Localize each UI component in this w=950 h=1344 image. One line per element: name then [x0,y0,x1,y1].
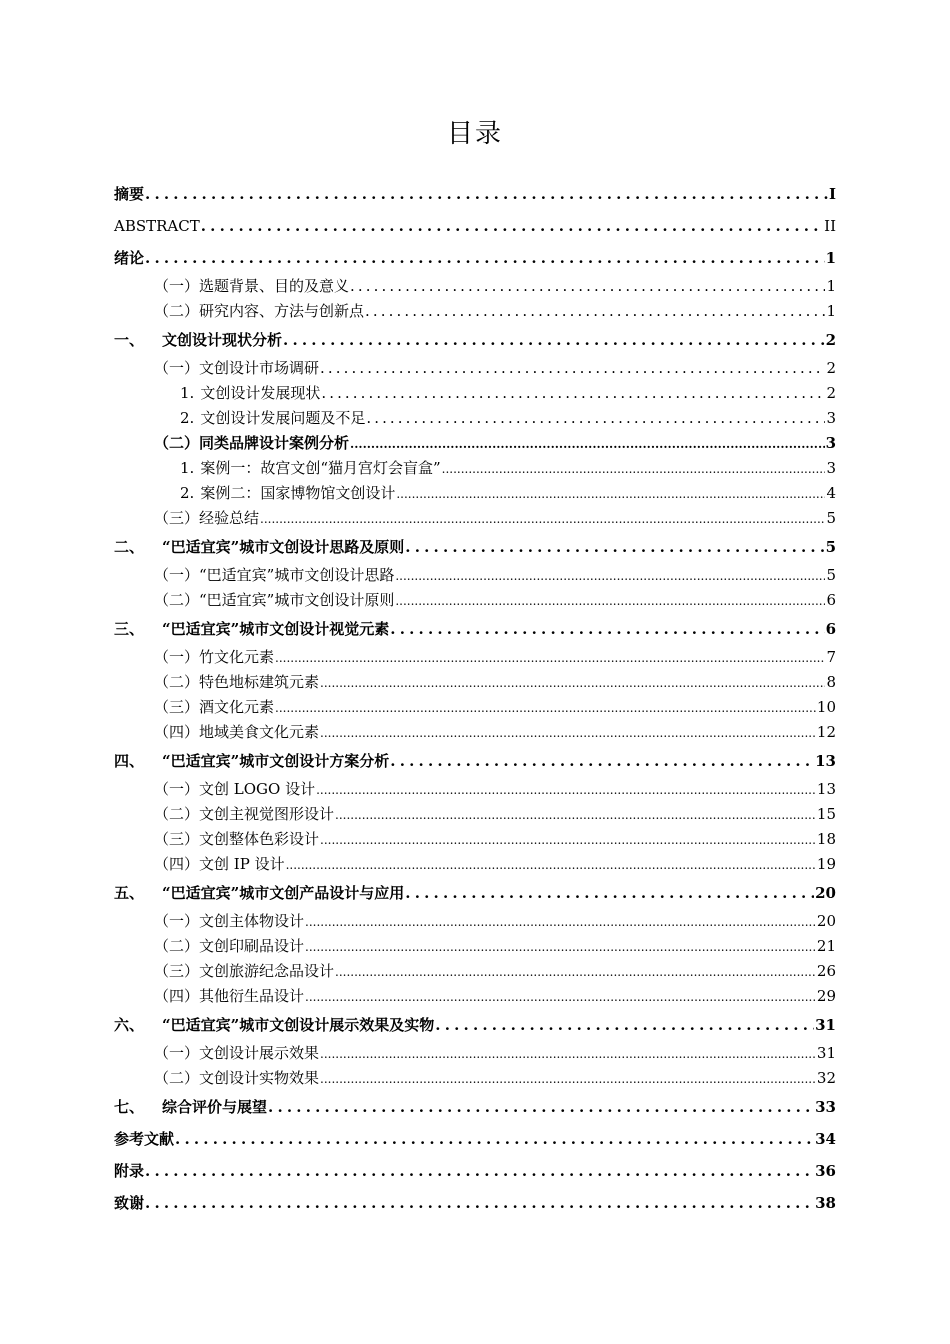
toc-entry-label [154,356,319,381]
toc-entry-text: 其他衍生品设计 [199,987,305,1005]
toc-entry-page: 26 [816,962,836,980]
toc-entry-page: 20 [815,884,836,902]
toc-entry-page: 34 [815,1130,836,1148]
toc-entry-page: 32 [816,1069,836,1087]
toc-entry[interactable] [114,959,836,984]
toc-entry-text: 综合评价与展望 [162,1098,268,1116]
toc-entry-page: 15 [816,805,836,823]
toc-entry-page: I [828,185,836,203]
toc-entry-number: 二、 [114,538,145,556]
dot-leader [145,178,828,210]
toc-entry-text: 文创印刷品设计 [199,937,305,955]
dot-leader [321,381,825,406]
toc-entry-label [154,431,349,456]
toc-entry[interactable] [114,1009,836,1041]
toc-entry-number: （三） [154,830,200,848]
toc-entry-number: 2. [180,484,195,502]
toc-entry-text: “巴适宜宾”城市文创设计原则 [199,591,395,609]
dot-leader [305,985,816,1010]
dot-leader [350,274,825,299]
toc-entry[interactable] [114,1123,836,1155]
toc-entry-number: （二） [154,591,200,609]
toc-entry-label [154,506,259,531]
toc-entry-text: 案例一：故宫文创“猫月宫灯会盲盒” [200,459,441,477]
toc-entry-text: 文创设计发展现状 [200,384,321,402]
dot-leader [145,1187,814,1219]
toc-entry-text: 文创设计发展问题及不足 [200,409,366,427]
toc-entry-text: 文创 IP 设计 [199,855,285,873]
toc-entry-label [154,1066,319,1091]
toc-entry-page: 5 [826,566,836,584]
toc-entry-page: 13 [815,752,836,770]
toc-entry-page: 18 [816,830,836,848]
toc-entry[interactable] [114,274,836,299]
toc-entry[interactable] [114,670,836,695]
toc-entry-label [154,909,304,934]
toc-entry-number: 四、 [114,752,145,770]
toc-entry[interactable] [114,1066,836,1091]
toc-entry-page: 10 [816,698,836,716]
toc-entry-text: 同类品牌设计案例分析 [199,434,350,452]
toc-entry[interactable] [114,645,836,670]
toc-entry-number: （三） [154,509,200,527]
toc-entry-label [154,299,364,324]
toc-entry-label [180,406,365,431]
toc-entry-text: 文创设计市场调研 [199,359,320,377]
toc-entry[interactable] [114,1091,836,1123]
toc-entry-label [154,827,319,852]
toc-entry-number: （四） [154,987,200,1005]
dot-leader [335,960,816,985]
toc-entry-page: 6 [825,620,836,638]
toc-entry-text: 文创主体物设计 [199,912,305,930]
toc-entry-number: （二） [154,673,200,691]
toc-entry[interactable] [114,720,836,745]
toc-entry-number: （二） [154,434,200,452]
toc-entry-text: 地域美食文化元素 [199,723,320,741]
toc-entry-label [154,959,334,984]
toc-entry-page: 2 [825,331,836,349]
toc-entry-label [154,802,334,827]
toc-entry-label [154,720,319,745]
dot-leader [305,935,816,960]
dot-leader [320,1042,816,1067]
toc-entry[interactable] [114,531,836,563]
toc-entry-label [180,456,441,481]
toc-entry-label [154,563,394,588]
toc-entry-page: 38 [815,1194,836,1212]
toc-entry[interactable] [114,745,836,777]
toc-entry[interactable] [114,1155,836,1187]
toc-entry[interactable] [114,210,836,242]
toc-entry-label [180,481,395,506]
toc-entry[interactable] [114,588,836,613]
toc-entry-page: 21 [816,937,836,955]
toc-entry-text: 附录 [114,1162,145,1180]
toc-entry-label [154,777,315,802]
dot-leader [320,1067,816,1092]
dot-leader [405,877,814,909]
toc-entry-label [154,1041,319,1066]
toc-entry-number: 三、 [114,620,145,638]
toc-entry-number: 六、 [114,1016,145,1034]
toc-entry-label [114,1091,267,1123]
toc-entry-label [114,1187,144,1219]
dot-leader [305,910,816,935]
toc-entry-number: （一） [154,912,200,930]
dot-leader [405,531,824,563]
toc-entry-number: （三） [154,962,200,980]
toc-entry-text: 绪论 [114,249,145,267]
toc-entry-page: 6 [826,591,836,609]
toc-entry-page: II [824,217,836,235]
dot-leader [395,564,825,589]
toc-entry-label [114,242,144,274]
toc-entry-number: （二） [154,937,200,955]
dot-leader [175,1123,814,1155]
toc-entry-label [114,210,200,242]
toc-entry[interactable] [114,934,836,959]
toc-entry-page: 5 [825,538,836,556]
toc-entry-text: 文创设计展示效果 [199,1044,320,1062]
toc-entry[interactable] [114,802,836,827]
dot-leader [275,646,825,671]
toc-entry[interactable] [114,381,836,406]
toc-entry-page: 2 [826,359,836,377]
toc-entry-text: “巴适宜宾”城市文创设计方案分析 [162,752,390,770]
toc-entry-page: 19 [816,855,836,873]
dot-leader [390,745,814,777]
toc-entry-page: 8 [826,673,836,691]
toc-entry-number: （一） [154,1044,200,1062]
toc-entry-page: 36 [815,1162,836,1180]
toc-entry-text: 摘要 [114,185,145,203]
toc-entry-label [154,695,274,720]
toc-entry-number: （二） [154,1069,200,1087]
toc-entry-page: 7 [826,648,836,666]
toc-entry-text: 案例二：国家博物馆文创设计 [200,484,396,502]
toc-entry-number: （三） [154,698,200,716]
dot-leader [275,696,816,721]
dot-leader [268,1091,814,1123]
toc-entry-page: 4 [826,484,836,502]
toc-entry-number: （一） [154,566,200,584]
toc-entry[interactable] [114,909,836,934]
dot-leader [316,778,816,803]
toc-entry-page: 31 [815,1016,836,1034]
toc-entry-number: （一） [154,359,200,377]
toc-entry[interactable] [114,1187,836,1219]
toc-entry-label [114,877,404,909]
table-of-contents [114,178,836,1219]
toc-entry[interactable] [114,356,836,381]
toc-entry-text: “巴适宜宾”城市文创设计展示效果及实物 [162,1016,435,1034]
toc-entry[interactable] [114,777,836,802]
dot-leader [145,242,825,274]
toc-entry-number: 2. [180,409,195,427]
toc-entry-label [154,852,285,877]
toc-entry[interactable] [114,984,836,1009]
toc-entry-number: （四） [154,723,200,741]
dot-leader [260,507,825,532]
toc-entry-text: “巴适宜宾”城市文创设计思路及原则 [162,538,405,556]
toc-entry-label [180,381,320,406]
toc-entry-text: 选题背景、目的及意义 [199,277,350,295]
toc-entry-text: 酒文化元素 [199,698,275,716]
dot-leader [396,482,825,507]
toc-entry[interactable] [114,178,836,210]
toc-entry[interactable] [114,242,836,274]
toc-entry-number: 七、 [114,1098,145,1116]
toc-entry[interactable] [114,324,836,356]
dot-leader [320,671,825,696]
toc-entry-number: 五、 [114,884,145,902]
dot-leader [366,406,825,431]
toc-entry-page: 3 [826,409,836,427]
toc-entry[interactable] [114,563,836,588]
toc-entry-page: 1 [826,302,836,320]
toc-entry-label [114,1009,434,1041]
toc-entry-label [114,531,404,563]
toc-entry-page: 12 [816,723,836,741]
toc-entry-text: 经验总结 [199,509,260,527]
dot-leader [145,1155,814,1187]
toc-entry-text: 文创设计现状分析 [162,331,283,349]
dot-leader [365,299,825,324]
toc-entry-text: 研究内容、方法与创新点 [199,302,365,320]
toc-entry-number: （一） [154,648,200,666]
toc-entry[interactable] [114,481,836,506]
toc-entry-text: 参考文献 [114,1130,175,1148]
toc-entry-page: 3 [826,459,836,477]
toc-entry[interactable] [114,506,836,531]
toc-entry-page: 13 [816,780,836,798]
toc-entry-label [154,645,274,670]
toc-entry-page: 33 [815,1098,836,1116]
toc-entry-label [114,324,282,356]
toc-entry[interactable] [114,852,836,877]
toc-entry-text: 文创设计实物效果 [199,1069,320,1087]
toc-entry-text: ABSTRACT [114,217,200,235]
toc-entry-page: 29 [816,987,836,1005]
toc-entry-text: 致谢 [114,1194,145,1212]
toc-entry-number: （二） [154,805,200,823]
toc-entry-page: 20 [816,912,836,930]
toc-entry[interactable] [114,695,836,720]
toc-entry[interactable] [114,827,836,852]
dot-leader [442,457,826,482]
toc-entry-text: 文创 LOGO 设计 [199,780,316,798]
toc-entry[interactable] [114,299,836,324]
toc-entry-page: 1 [825,249,836,267]
dot-leader [390,613,824,645]
toc-entry-label [154,670,319,695]
toc-entry-text: “巴适宜宾”城市文创设计思路 [199,566,395,584]
toc-entry-page: 3 [825,434,836,452]
toc-entry-text: 文创旅游纪念品设计 [199,962,335,980]
toc-entry-text: 竹文化元素 [199,648,275,666]
toc-entry-label [154,934,304,959]
toc-entry-page: 5 [826,509,836,527]
toc-entry[interactable] [114,613,836,645]
toc-entry-text: 特色地标建筑元素 [199,673,320,691]
page-title: 目录 [446,119,503,149]
dot-leader [286,853,816,878]
toc-entry-text: 文创主视觉图形设计 [199,805,335,823]
toc-entry-label [154,588,394,613]
toc-entry-number: 1. [180,459,195,477]
toc-entry-text: “巴适宜宾”城市文创设计视觉元素 [162,620,390,638]
toc-entry-label [114,1155,144,1187]
toc-entry-label [114,178,144,210]
dot-leader [350,432,825,457]
toc-entry-number: 一、 [114,331,145,349]
dot-leader [435,1009,814,1041]
toc-entry-label [154,274,349,299]
toc-entry[interactable] [114,877,836,909]
toc-entry-number: （四） [154,855,200,873]
toc-entry-label [114,613,389,645]
toc-entry-number: （一） [154,277,200,295]
toc-entry-number: （二） [154,302,200,320]
toc-entry[interactable] [114,431,836,456]
toc-entry[interactable] [114,1041,836,1066]
toc-entry-number: 1. [180,384,195,402]
toc-entry-text: 文创整体色彩设计 [199,830,320,848]
toc-entry-label [114,1123,174,1155]
toc-entry[interactable] [114,406,836,431]
toc-entry-page: 31 [816,1044,836,1062]
dot-leader [335,803,816,828]
dot-leader [201,210,823,242]
dot-leader [395,589,825,614]
dot-leader [320,356,825,381]
toc-entry-number: （一） [154,780,200,798]
dot-leader [320,828,816,853]
toc-entry-label [114,745,389,777]
toc-entry-page: 2 [826,384,836,402]
toc-entry[interactable] [114,456,836,481]
toc-entry-page: 1 [826,277,836,295]
dot-leader [283,324,825,356]
dot-leader [320,721,816,746]
toc-entry-label [154,984,304,1009]
toc-entry-text: “巴适宜宾”城市文创产品设计与应用 [162,884,405,902]
